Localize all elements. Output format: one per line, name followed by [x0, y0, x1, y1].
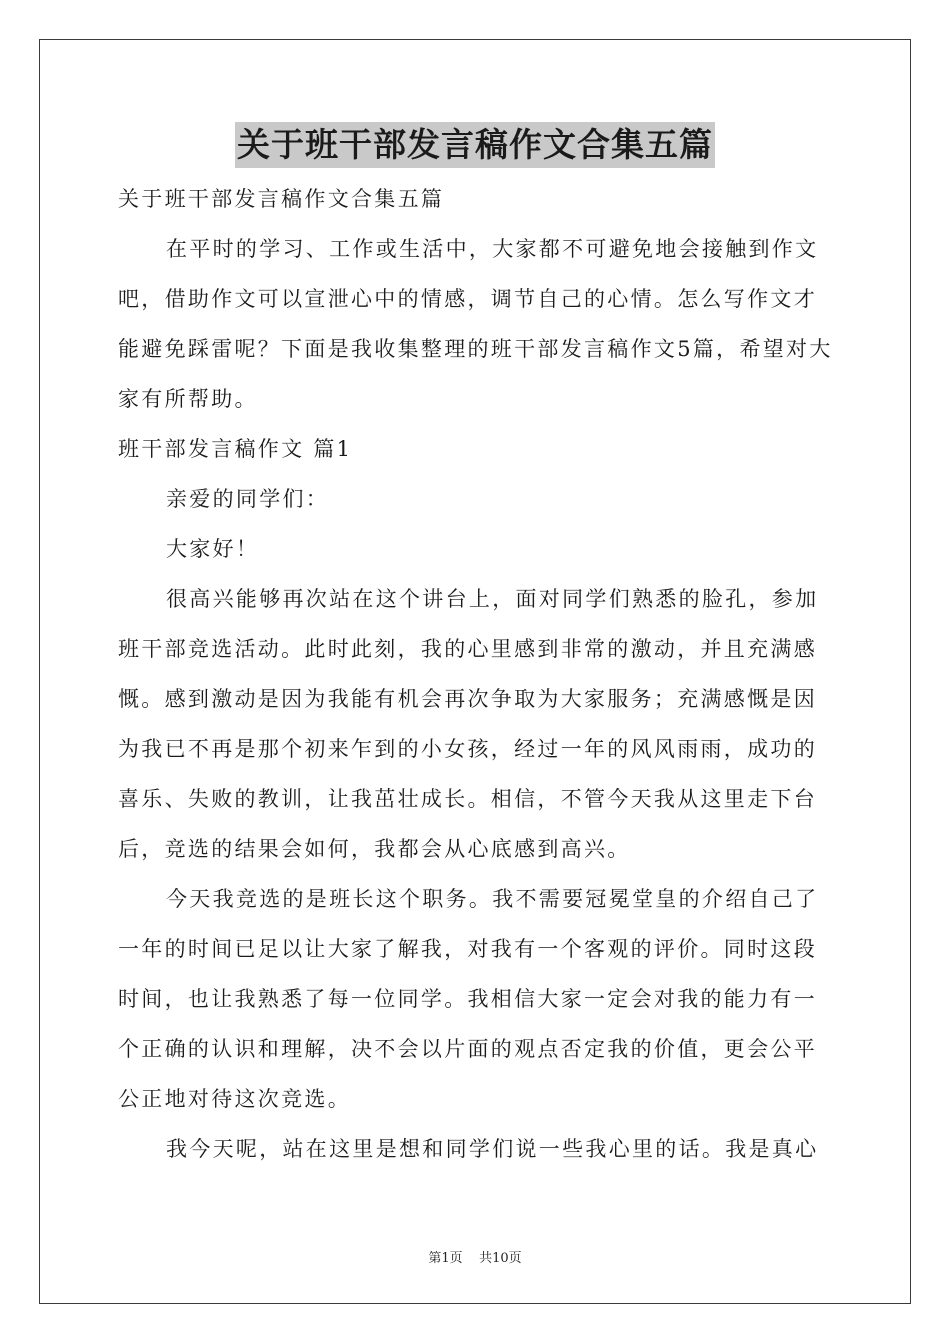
- paragraph: 在平时的学习、工作或生活中，大家都不可避免地会接触到作文吧，借助作文可以宣泄心中的情感，调节自己的心情。怎么写作文才能避免踩雷呢？下面是我收集整理的班干部发言稿作文5篇，希望对大家有所帮助。: [118, 237, 833, 411]
- page-number: 第1页 共10页: [428, 1251, 522, 1266]
- paragraph: 我今天呢，站在这里是想和同学们说一些我心里的话。我是真心: [166, 1137, 819, 1161]
- paragraph: 很高兴能够再次站在这个讲台上，面对同学们熟悉的脸孔，参加班干部竞选活动。此时此刻，我的心里感到非常的激动，并且充满感慨。感到激动是因为我能有机会再次争取为大家服务；充满感慨是因为我已不再是那个初来乍到的小女孩，经过一年的风风雨雨，成功的喜乐、失败的教训，让我茁壮成长。相信，不管今天我从这里走下台后，竞选的结果会如何，我都会从心底感到高兴。: [118, 587, 819, 861]
- document-title: 关于班干部发言稿作文合集五篇: [235, 122, 715, 168]
- document-body: [118, 174, 834, 1174]
- title-container: [0, 122, 950, 168]
- section-heading: 班干部发言稿作文 篇1: [118, 437, 353, 461]
- paragraph: 大家好！: [166, 537, 260, 561]
- paragraph: 关于班干部发言稿作文合集五篇: [118, 187, 445, 211]
- paragraph: 亲爱的同学们：: [166, 487, 330, 511]
- paragraph: 今天我竞选的是班长这个职务。我不需要冠冕堂皇的介绍自己了一年的时间已足以让大家了解我，对我有一个客观的评价。同时这段时间，也让我熟悉了每一位同学。我相信大家一定会对我的能力有一个正确的认识和理解，决不会以片面的观点否定我的价值，更会公平公正地对待这次竞选。: [118, 887, 819, 1111]
- page-footer: [0, 1247, 950, 1266]
